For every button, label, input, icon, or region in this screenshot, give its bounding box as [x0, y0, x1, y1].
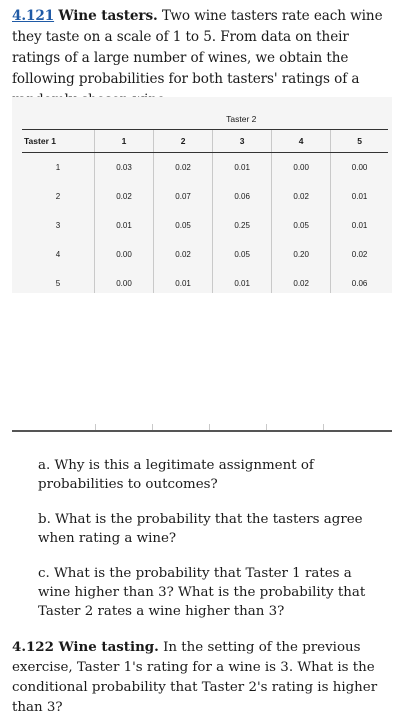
table-cell: 0.01 [331, 182, 388, 211]
table-row [22, 152, 388, 182]
table-cell: 0.07 [154, 182, 213, 211]
table-cell: 0.05 [272, 211, 331, 240]
col-header: 1 [95, 129, 154, 152]
table-cell: 0.02 [154, 152, 213, 182]
col-header: 5 [331, 129, 388, 152]
row-label: 5 [55, 278, 61, 288]
col-header: 4 [272, 129, 331, 152]
table-cell: 0.20 [272, 240, 331, 269]
taster1-header: Taster 1 [22, 129, 95, 152]
exercise-title: Wine tasters. [58, 8, 158, 24]
table-cell: 0.02 [272, 269, 331, 294]
table-cell: 0.02 [154, 240, 213, 269]
table-cell: 0.00 [272, 152, 331, 182]
taster2-header: Taster 2 [226, 113, 257, 124]
table-cell: 0.06 [331, 269, 388, 294]
next-exercise-title: 4.122 Wine tasting. [12, 639, 159, 655]
table-cell: 0.01 [154, 269, 213, 294]
table-cell: 0.00 [331, 152, 388, 182]
table-row [22, 182, 388, 211]
next-exercise-text: In the setting of the previous exercise, Taster 1's rating for a wine is 3. What is the conditional probability that Taster 2's rating is higher than 3? [12, 640, 378, 715]
col-header: 3 [213, 129, 272, 152]
exercise-number-link[interactable]: 4.121 [12, 8, 55, 24]
next-exercise [12, 637, 396, 718]
table-cell: 0.25 [213, 211, 272, 240]
exercise-text: Two wine tasters rate each wine they taste on a scale of 1 to 5. From data on their ratings of a large number of wines, we obtain the following probabilities for both tasters' ratings of a [12, 8, 383, 87]
table-cell: 0.05 [213, 240, 272, 269]
question-c: c. What is the probability that Taster 1 rates a wine higher than 3? What is the probability that Taster 2 rates a wine higher than 3? [38, 566, 366, 619]
table-cell: 0.01 [95, 211, 154, 240]
table-row [22, 240, 388, 269]
table-row [22, 269, 388, 294]
table-bottom-rule [12, 430, 392, 432]
question-a: a. Why is this a legitimate assignment of probabilities to outcomes? [38, 458, 314, 492]
table-cell: 0.03 [95, 152, 154, 182]
table-row [22, 211, 388, 240]
row-label: 4 [55, 249, 61, 259]
table-cell: 0.01 [213, 269, 272, 294]
question-b: b. What is the probability that the tasters agree when rating a wine? [38, 512, 363, 546]
table-cell: 0.02 [95, 182, 154, 211]
row-label: 3 [55, 220, 61, 230]
table-cell: 0.06 [213, 182, 272, 211]
table-cell: 0.00 [95, 240, 154, 269]
probability-table-container [12, 97, 392, 293]
table-cell: 0.01 [331, 211, 388, 240]
row-label: 2 [55, 191, 61, 201]
table-cell: 0.02 [272, 182, 331, 211]
col-header: 2 [154, 129, 213, 152]
probability-table [22, 109, 388, 293]
table-cell: 0.01 [213, 152, 272, 182]
table-cell: 0.02 [331, 240, 388, 269]
table-cell: 0.00 [95, 269, 154, 294]
exercise-intro [12, 6, 396, 111]
row-label: 1 [55, 162, 61, 172]
table-cell: 0.05 [154, 211, 213, 240]
